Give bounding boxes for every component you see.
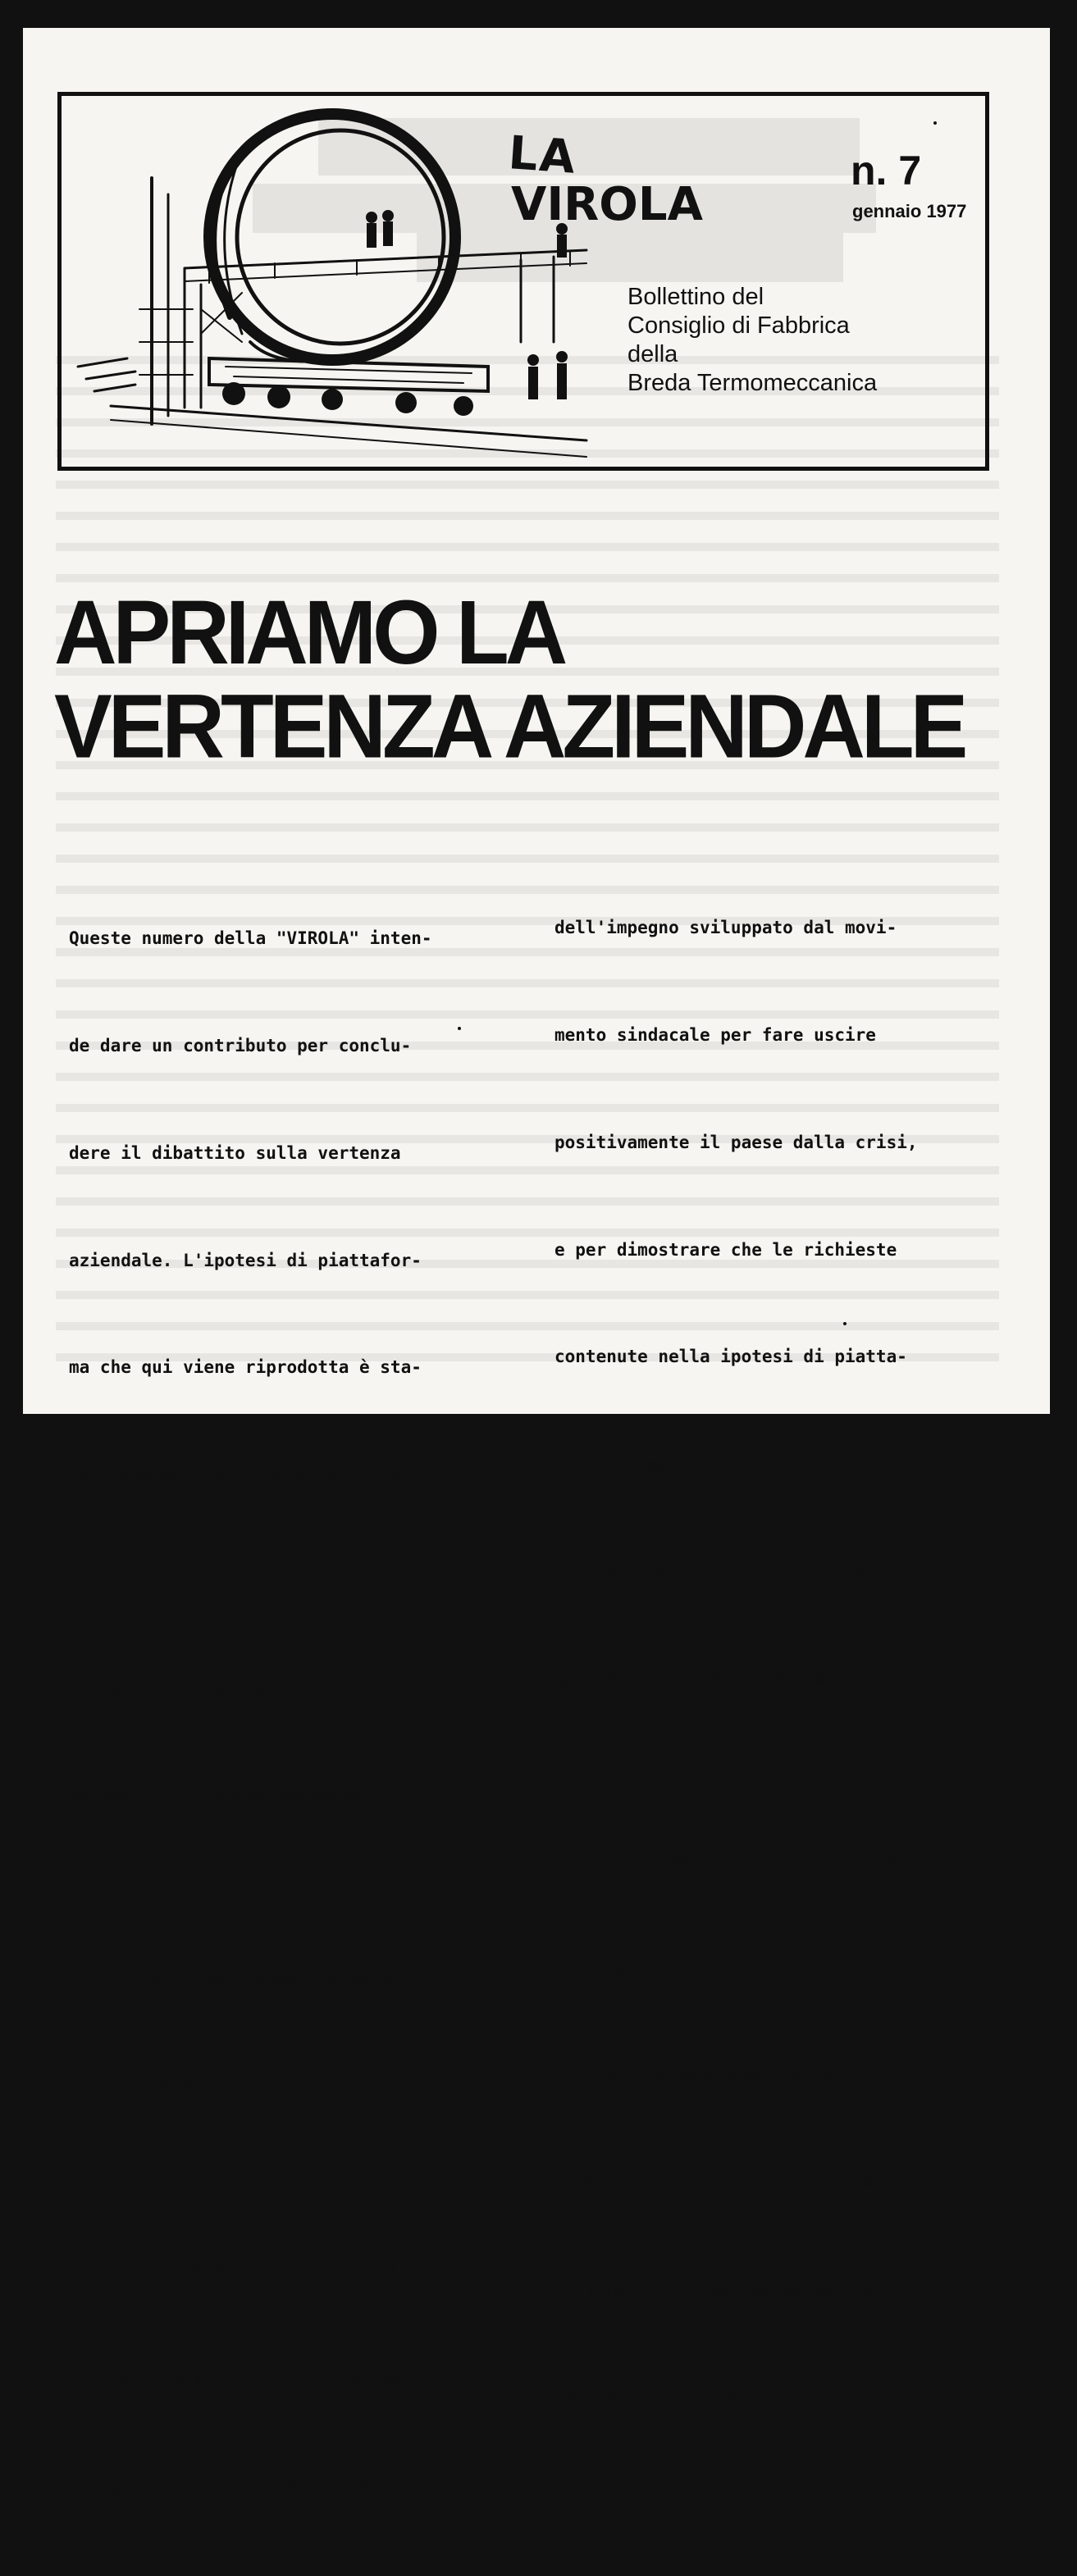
text-line: aziendale. L'ipotesi di piattafor- [69, 1250, 422, 1270]
text-line: taforma" che la Federazione CGIL- [554, 1958, 897, 1978]
text-line: brica seguendo le indicazioni da- [69, 1571, 412, 1592]
subtitle-line: Consiglio di Fabbrica [627, 312, 850, 339]
text-line: forma in materia di scelte produt- [554, 1454, 907, 1475]
masthead-title-la: LA [506, 126, 579, 185]
factory-illustration [62, 96, 586, 467]
text-line: positivamente il paese dalla crisi, [554, 1132, 918, 1152]
subtitle-line: Breda Termomeccanica [627, 370, 878, 396]
headline [54, 582, 1022, 777]
issue-number: n. 7 [851, 148, 922, 194]
body-column-left [69, 850, 432, 2576]
headline-line: VERTENZA AZIENDALE [54, 676, 965, 777]
speck [458, 1027, 461, 1030]
subtitle-line: della [627, 341, 678, 367]
text-line: cumento elaborato dal C.d.F. sulla [69, 2077, 422, 2098]
text-line: tive aziendali si inquadrano in [554, 1561, 876, 1581]
text-line: de dare un contributo per conclu- [69, 1035, 412, 1055]
text-line: Queste numero della "VIROLA" inten- [69, 928, 432, 949]
text-line [69, 1886, 432, 1891]
document-page [23, 28, 1050, 2496]
text-line: dell'impegno sviluppato dal movi- [554, 918, 897, 938]
speck [843, 1322, 847, 1325]
text-line [69, 2177, 432, 2182]
text-line: ta elaborata dal Consiglio di Fab- [69, 1465, 422, 1485]
masthead-title-virola: VIROLA [511, 178, 703, 231]
speck [933, 121, 937, 125]
text-line: te dai lavoratori nelle diverse [69, 1679, 390, 1699]
text-line: CISL-UIL ha presentato alla Con- [554, 2065, 887, 2086]
text-line [554, 1768, 918, 1771]
text-line: assemblee di gruppo omogeneo.. [69, 1786, 381, 1807]
issue-date: gennaio 1977 [852, 201, 967, 221]
masthead-subtitle [627, 283, 877, 398]
text-line: gati del 7-8 gennaio. [554, 2387, 773, 2407]
text-line: contenute nella ipotesi di piatta- [554, 1347, 907, 1367]
text-line: energia. Questo per dare il senso [69, 2475, 412, 2496]
body-column-right [554, 839, 918, 2487]
text-line: Si riproducono inoltre la "piat- [554, 1850, 918, 1871]
text-line: questa strategia del movimento. [554, 1668, 876, 1689]
headline-line: APRIAMO LA [54, 582, 564, 684]
text-line: e per dimostrare che le richieste [554, 1239, 897, 1260]
text-line: posizione della Federazione CGIL- [69, 2261, 412, 2282]
text-line: findustria e Governo e il documen- [554, 2172, 907, 2192]
text-line: ma che qui viene riprodotta è sta- [69, 1357, 422, 1378]
text-line: to finale dell'assemblea dei dele- [554, 2279, 907, 2300]
masthead [57, 92, 989, 471]
text-line: dere il dibattito sulla vertenza [69, 1142, 401, 1163]
text-line: Viene inoltre presentato un do- [69, 1970, 412, 1990]
text-line: mento sindacale per fare uscire [554, 1024, 876, 1045]
text-line: CISL-UIL in merito alla vertenza [69, 2368, 401, 2388]
subtitle-line: Bollettino del [627, 284, 764, 310]
